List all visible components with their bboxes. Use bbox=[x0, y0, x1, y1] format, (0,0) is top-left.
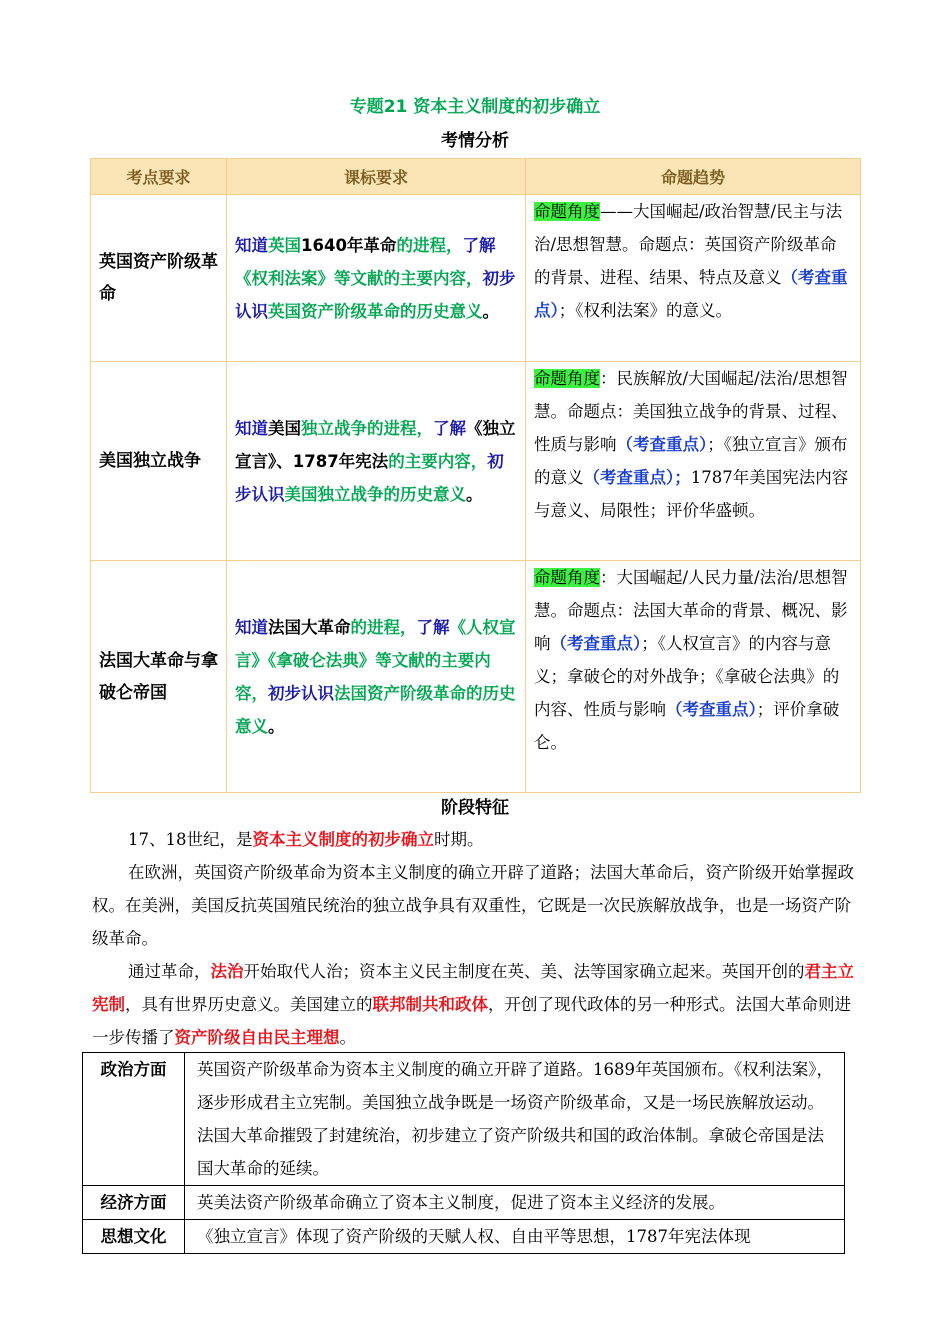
trend-cell: 命题角度：大国崛起/人民力量/法治/思想智慧。命题点：法国大革命的背景、概况、影响（考查重点）；《人权宣言》的内容与意义；拿破仑的对外战争；《拿破仑法典》的内容、性质与影响（考查重点）；评价拿破仑。 bbox=[526, 561, 861, 793]
table-row bbox=[91, 195, 861, 362]
table-row bbox=[91, 362, 861, 561]
aspect-key: 思想文化 bbox=[83, 1220, 185, 1254]
standard-cell: 知道美国独立战争的进程，了解《独立宣言》、1787年宪法的主要内容，初步认识美国独立战争的历史意义。 bbox=[227, 362, 526, 561]
aspect-value: 《独立宣言》体现了资产阶级的天赋人权、自由平等思想，1787年宪法体现 bbox=[185, 1220, 845, 1254]
standard-cell: 知道英国1640年革命的进程，了解《权利法案》等文献的主要内容，初步认识英国资产阶级革命的历史意义。 bbox=[227, 195, 526, 362]
page-title: 专题21 资本主义制度的初步确立 bbox=[349, 97, 601, 117]
stage-paragraph-3: 通过革命，法治开始取代人治；资本主义民主制度在英、美、法等国家确立起来。英国开创的君主立宪制，具有世界历史意义。美国建立的联邦制共和政体，开创了现代政体的另一种形式。法国大革命则进一步传播了资产阶级自由民主理想。 bbox=[92, 962, 854, 1047]
aspect-value: 英美法资产阶级革命确立了资本主义制度，促进了资本主义经济的发展。 bbox=[185, 1186, 845, 1220]
table-row bbox=[83, 1186, 845, 1220]
highlight-tag: 命题角度 bbox=[534, 568, 600, 587]
aspect-value: 英国资产阶级革命为资本主义制度的确立开辟了道路。1689年英国颁布。《权利法案》，逐步形成君主立宪制。美国独立战争既是一场资产阶级革命，又是一场民族解放运动。法国大革命摧毁了封建统治，初步建立了资产阶级共和国的政治体制。拿破仑帝国是法国大革命的延续。 bbox=[185, 1053, 845, 1186]
table-header-row bbox=[91, 159, 861, 195]
header-trend: 命题趋势 bbox=[526, 159, 861, 195]
highlight-tag: 命题角度 bbox=[534, 202, 600, 221]
point-cell: 法国大革命与拿破仑帝国 bbox=[91, 561, 227, 793]
table-row bbox=[83, 1220, 845, 1254]
stage-paragraph-2: 在欧洲，英国资产阶级革命为资本主义制度的确立开辟了道路；法国大革命后，资产阶级开始掌握政权。在美洲，美国反抗英国殖民统治的独立战争具有双重性，它既是一次民族解放战争，也是一场资产阶级革命。 bbox=[92, 863, 854, 948]
aspect-key: 政治方面 bbox=[83, 1053, 185, 1186]
table-row bbox=[83, 1053, 845, 1186]
stage-paragraph-1: 17、18世纪，是资本主义制度的初步确立时期。 bbox=[128, 830, 484, 849]
table-row bbox=[91, 561, 861, 793]
trend-cell: 命题角度——大国崛起/政治智慧/民主与法治/思想智慧。命题点：英国资产阶级革命的背景、进程、结果、特点及意义（考查重点）；《权利法案》的意义。 bbox=[526, 195, 861, 362]
highlight-tag: 命题角度 bbox=[534, 369, 600, 388]
section-title-stage: 阶段特征 bbox=[441, 798, 509, 818]
point-cell: 美国独立战争 bbox=[91, 362, 227, 561]
trend-cell: 命题角度：民族解放/大国崛起/法治/思想智慧。命题点：美国独立战争的背景、过程、性质与影响（考查重点）；《独立宣言》颁布的意义（考查重点）；1787年美国宪法内容与意义、局限性；评价华盛顿。 bbox=[526, 362, 861, 561]
header-standard: 课标要求 bbox=[227, 159, 526, 195]
point-cell: 英国资产阶级革命 bbox=[91, 195, 227, 362]
analysis-table bbox=[90, 158, 861, 793]
aspects-table bbox=[82, 1052, 845, 1254]
header-point: 考点要求 bbox=[91, 159, 227, 195]
standard-cell: 知道法国大革命的进程，了解《人权宣言》《拿破仑法典》等文献的主要内容，初步认识法国资产阶级革命的历史意义。 bbox=[227, 561, 526, 793]
aspect-key: 经济方面 bbox=[83, 1186, 185, 1220]
section-title-analysis: 考情分析 bbox=[441, 131, 509, 151]
